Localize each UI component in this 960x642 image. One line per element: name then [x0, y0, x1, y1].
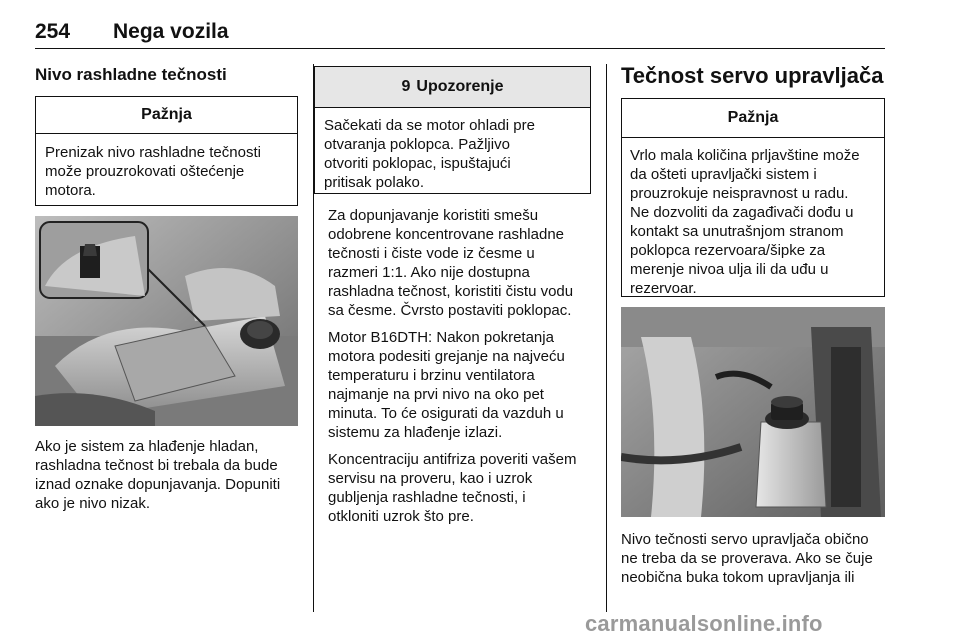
notice-line: prouzrokuje neispravnost u radu.	[630, 185, 849, 202]
notice-line: poklopca rezervoara/šipke za	[630, 242, 826, 259]
warning-box	[314, 66, 591, 194]
notice-line: može prouzrokovati oštećenje	[45, 163, 245, 180]
paragraph-line: minuta. To će osigurati da vazduh u	[328, 405, 564, 422]
paragraph-line: Za dopunjavanje koristiti smešu	[328, 207, 539, 224]
section-title-coolant: Nivo rashladne tečnosti	[35, 65, 227, 84]
warning-line: otvaranja poklopca. Pažljivo	[324, 136, 510, 153]
paragraph-line: temperaturu i brzinu ventilatora	[328, 367, 535, 384]
warning-triangle-icon: 9	[401, 78, 411, 95]
paragraph-line: motora podesiti grejanje na najveću	[328, 348, 565, 365]
paragraph-line: Ako je sistem za hlađenje hladan,	[35, 438, 259, 455]
paragraph-line: Motor B16DTH: Nakon pokretanja	[328, 329, 554, 346]
chapter-title: Nega vozila	[113, 20, 229, 43]
paragraph-line: rashladna tečnost, koristiti čistu vodu	[328, 283, 574, 300]
paragraph-line: servisu na proveru, kao i uzrok	[328, 470, 533, 487]
notice-line: Ne dozvoliti da zagađivači dođu u	[630, 204, 854, 221]
notice-box-coolant	[35, 96, 298, 206]
paragraph-line: neobična buka tokom upravljanja ili	[621, 569, 855, 586]
column-divider-2	[606, 64, 607, 612]
paragraph-line: ne treba da se proverava. Ako se čuje	[621, 550, 873, 567]
paragraph-antifreeze	[328, 450, 604, 526]
warning-line: Sačekati da se motor ohladi pre	[324, 117, 535, 134]
section-title-power-steering: Tečnost servo upravljača	[621, 63, 884, 88]
paragraph-line: Nivo tečnosti servo upravljača obično	[621, 531, 869, 548]
notice-text	[622, 138, 884, 298]
engine-coolant-illustration	[35, 216, 298, 426]
warning-line: pritisak polako.	[324, 174, 425, 191]
paragraph-line: iznad oznake dopunjavanja. Dopuniti	[35, 476, 281, 493]
paragraph-line: najmanje na prvi nivo na oko pet	[328, 386, 544, 403]
notice-line: merenje nivoa ulja ili da uđu u	[630, 261, 829, 278]
page-number: 254	[35, 20, 71, 43]
notice-line: motora.	[45, 182, 96, 199]
notice-text	[36, 134, 297, 200]
paragraph-mix	[328, 206, 604, 320]
power-steering-image	[621, 307, 885, 517]
paragraph-b16dth	[328, 328, 604, 442]
warning-line: otvoriti poklopac, ispuštajući	[324, 155, 511, 172]
warning-label: Upozorenje	[416, 78, 504, 95]
power-steering-illustration	[621, 307, 885, 517]
paragraph-line: Koncentraciju antifriza poveriti vašem	[328, 451, 577, 468]
warning-header	[315, 67, 590, 108]
notice-line: kontakt sa unutrašnjom stranom	[630, 223, 844, 240]
coolant-instructions	[328, 206, 604, 534]
notice-label: Pažnja	[36, 97, 297, 134]
paragraph-line: razmeri 1:1. Ako nije dostupna	[328, 264, 530, 281]
notice-line: rezervoar.	[630, 280, 697, 297]
notice-label: Pažnja	[622, 99, 884, 138]
paragraph-line: sistemu za hlađenje izlazi.	[328, 424, 503, 441]
paragraph-line: ako je nivo nizak.	[35, 495, 151, 512]
coolant-paragraph	[35, 437, 305, 513]
paragraph-line: rashladna tečnost bi trebala da bude	[35, 457, 278, 474]
warning-text	[315, 108, 590, 192]
engine-coolant-image	[35, 216, 298, 426]
paragraph-line: otkloniti uzrok što pre.	[328, 508, 474, 525]
notice-box-power-steering	[621, 98, 885, 297]
paragraph-line: gubljenja rashladne tečnosti, i	[328, 489, 526, 506]
watermark: carmanualsonline.info	[585, 611, 823, 636]
header-rule	[35, 48, 885, 49]
power-steering-paragraph	[621, 530, 891, 587]
paragraph-line: sa česme. Čvrsto postaviti poklopac.	[328, 302, 572, 319]
paragraph-line: tečnosti i čiste vode iz česme u	[328, 245, 535, 262]
notice-line: da ošteti upravljački sistem i	[630, 166, 817, 183]
notice-line: Vrlo mala količina prljavštine može	[630, 147, 860, 164]
notice-line: Prenizak nivo rashladne tečnosti	[45, 144, 261, 161]
paragraph-line: odobrene koncentrovane rashladne	[328, 226, 565, 243]
